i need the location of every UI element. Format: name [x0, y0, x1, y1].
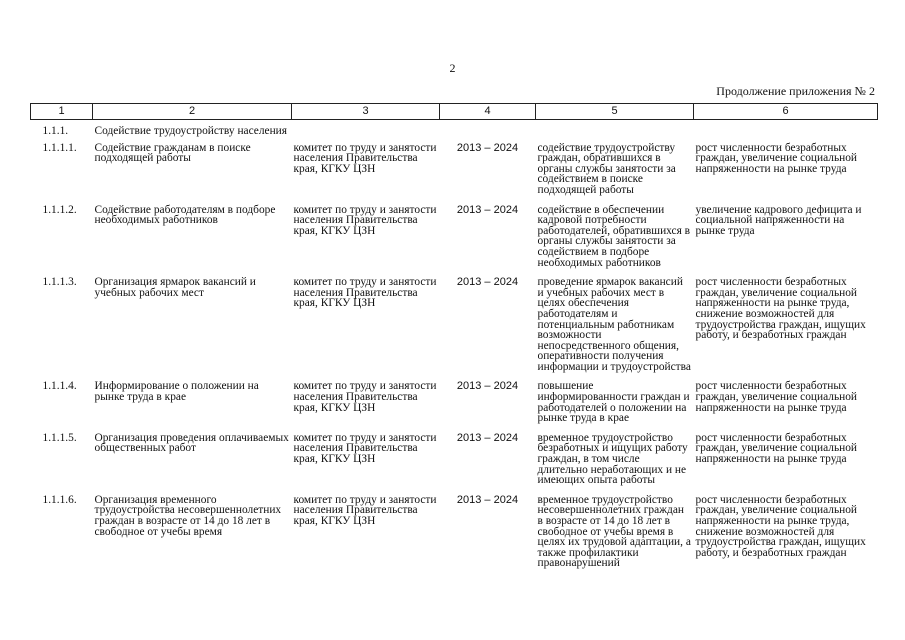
table-row — [31, 143, 878, 205]
table-row — [31, 381, 878, 432]
period: 2013 – 2024 — [456, 431, 519, 444]
col-header-4: 4 — [440, 104, 536, 120]
consequences: рост численности безработных граждан, увеличение социальной напряженности на рынке труда, снижение возможностей для трудоустройства граждан, ищущих работу, и безработных граждан — [695, 276, 866, 342]
section-number: 1.1.1. — [42, 125, 69, 137]
table-row — [31, 433, 878, 495]
measures-table — [30, 103, 878, 578]
col-header-2: 2 — [93, 104, 292, 120]
table-row — [31, 277, 878, 381]
expected-result: временное трудоустройство безработных и ищущих работу граждан, в том числе длительно неработающих и не имеющих опыта работы — [537, 431, 688, 487]
executor: комитет по труду и занятости населения Правительства края, КГКУ ЦЗН — [293, 380, 437, 414]
expected-result: временное трудоустройство несовершеннолетних граждан в возрасте от 14 до 18 лет в свободное от учебы время в целях их трудовой адаптации, а также профилактики правонарушений — [537, 493, 691, 570]
row-number: 1.1.1.5. — [42, 431, 77, 444]
consequences: рост численности безработных граждан, увеличение социальной напряженности на рынке труда — [695, 431, 858, 466]
period: 2013 – 2024 — [456, 276, 519, 289]
consequences: увеличение кадрового дефицита и социальной напряженности на рынке труда — [695, 203, 862, 237]
col-header-6: 6 — [694, 104, 878, 120]
col-header-3: 3 — [292, 104, 440, 120]
executor: комитет по труду и занятости населения Правительства края, КГКУ ЦЗН — [293, 276, 437, 310]
executor: комитет по труду и занятости населения Правительства края, КГКУ ЦЗН — [293, 493, 437, 527]
consequences: рост численности безработных граждан, увеличение социальной напряженности на рынке труда, снижение возможностей для трудоустройства граждан, ищущих работу, и безработных граждан — [695, 493, 866, 559]
expected-result: повышение информированности граждан и работодателей о положении на рынке труда в крае — [537, 380, 690, 425]
measure-name: Организация проведения оплачиваемых общественных работ — [94, 431, 289, 455]
row-number: 1.1.1.4. — [42, 380, 77, 393]
table-row — [31, 495, 878, 578]
section-row — [31, 120, 878, 143]
header-row — [31, 104, 878, 120]
expected-result: проведение ярмарок вакансий и учебных рабочих мест в целях обеспечения работодателям и потенциальным работникам возможности непосредственного общения, оперативности получения информации и трудоустройства — [537, 276, 691, 373]
measure-name: Содействие гражданам в поиске подходящей работы — [94, 141, 251, 165]
continuation-caption: Продолжение приложения № 2 — [716, 84, 875, 98]
table-row — [31, 205, 878, 278]
executor: комитет по труду и занятости населения Правительства края, КГКУ ЦЗН — [293, 431, 437, 466]
measure-name: Содействие работодателям в подборе необходимых работников — [94, 203, 276, 227]
row-number: 1.1.1.1. — [42, 141, 77, 154]
row-number: 1.1.1.2. — [42, 203, 77, 216]
page-number: 2 — [449, 61, 456, 75]
executor: комитет по труду и занятости населения Правительства края, КГКУ ЦЗН — [293, 141, 437, 175]
col-header-1: 1 — [31, 104, 93, 120]
period: 2013 – 2024 — [456, 203, 519, 216]
row-number: 1.1.1.3. — [42, 276, 77, 289]
executor: комитет по труду и занятости населения Правительства края, КГКУ ЦЗН — [293, 203, 437, 237]
period: 2013 – 2024 — [456, 380, 519, 393]
section-title: Содействие трудоустройству населения — [94, 125, 288, 137]
measure-name: Организация ярмарок вакансий и учебных рабочих мест — [94, 276, 256, 299]
period: 2013 – 2024 — [456, 493, 519, 506]
period: 2013 – 2024 — [456, 141, 519, 154]
col-header-5: 5 — [536, 104, 694, 120]
consequences: рост численности безработных граждан, увеличение социальной напряженности на рынке труда — [695, 141, 858, 175]
measure-name: Организация временного трудоустройства несовершеннолетних граждан в возрасте от 14 до 18 лет в свободное от учебы время — [94, 493, 282, 538]
consequences: рост численности безработных граждан, увеличение социальной напряженности на рынке труда — [695, 380, 858, 414]
expected-result: содействие в обеспечении кадровой потребности работодателей, обратившихся в органы службы занятости за содействием в подборе необходимых работников — [537, 203, 691, 269]
row-number: 1.1.1.6. — [42, 493, 77, 506]
measure-name: Информирование о положении на рынке труда в крае — [94, 380, 259, 404]
expected-result: содействие трудоустройству граждан, обратившихся в органы службы занятости за содействием в поиске подходящей работы — [537, 141, 676, 196]
